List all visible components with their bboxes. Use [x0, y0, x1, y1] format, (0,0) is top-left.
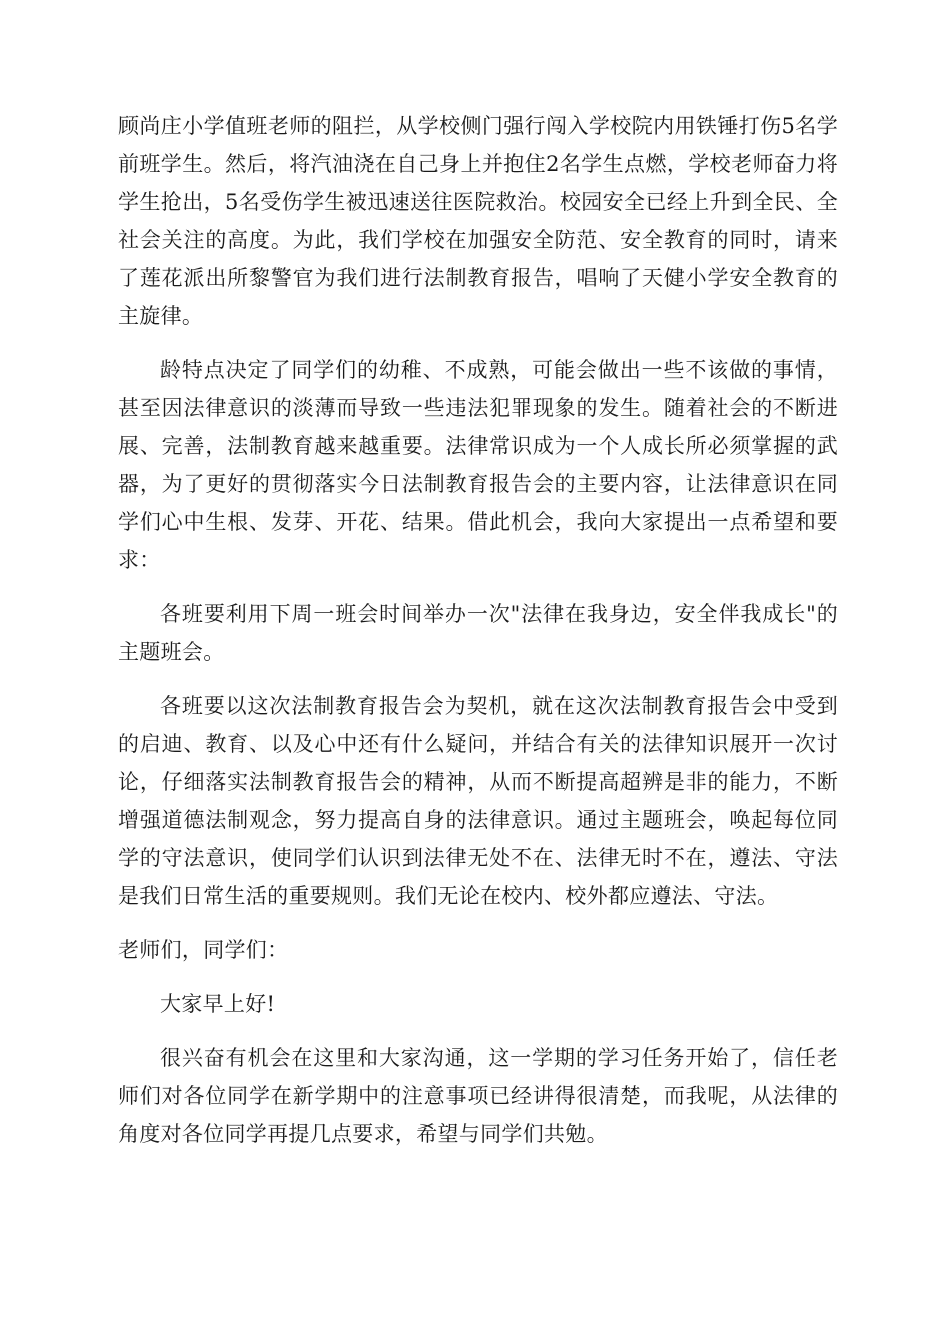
- paragraph-1: 顾尚庄小学值班老师的阻拦，从学校侧门强行闯入学校院内用铁锤打伤5名学前班学生。然后，将汽油浇在自己身上并抱住2名学生点燃，学校老师奋力将学生抢出，5名受伤学生被迅速送往医院救治。校园安全已经上升到全民、全社会关注的高度。为此，我们学校在加强安全防范、安全教育的同时，请来了莲花派出所黎警官为我们进行法制教育报告，唱响了天健小学安全教育的主旋律。: [118, 114, 838, 328]
- document-body: [118, 107, 838, 1169]
- greeting-line: 老师们，同学们：: [118, 938, 289, 962]
- paragraph-4: 各班要以这次法制教育报告会为契机，就在这次法制教育报告会中受到的启迪、教育、以及心中还有什么疑问，并结合有关的法律知识展开一次讨论，仔细落实法制教育报告会的精神，从而不断提高超辨是非的能力，不断增强道德法制观念，努力提高自身的法律意识。通过主题班会，唤起每位同学的守法意识，使同学们认识到法律无处不在、法律无时不在，遵法、守法是我们日常生活的重要规则。我们无论在校内、校外都应遵法、守法。: [118, 694, 838, 908]
- paragraph-3: 各班要利用下周一班会时间举办一次"法律在我身边，安全伴我成长"的主题班会。: [118, 602, 838, 664]
- salutation-line: 大家早上好!: [160, 992, 276, 1016]
- paragraph-7: 很兴奋有机会在这里和大家沟通，这一学期的学习任务开始了，信任老师们对各位同学在新学期中的注意事项已经讲得很清楚，而我呢，从法律的角度对各位同学再提几点要求，希望与同学们共勉。: [118, 1046, 838, 1146]
- paragraph-2: 龄特点决定了同学们的幼稚、不成熟，可能会做出一些不该做的事情，甚至因法律意识的淡薄而导致一些违法犯罪现象的发生。随着社会的不断进展、完善，法制教育越来越重要。法律常识成为一个人成长所必须掌握的武器，为了更好的贯彻落实今日法制教育报告会的主要内容，让法律意识在同学们心中生根、发芽、开花、结果。借此机会，我向大家提出一点希望和要求：: [118, 358, 838, 572]
